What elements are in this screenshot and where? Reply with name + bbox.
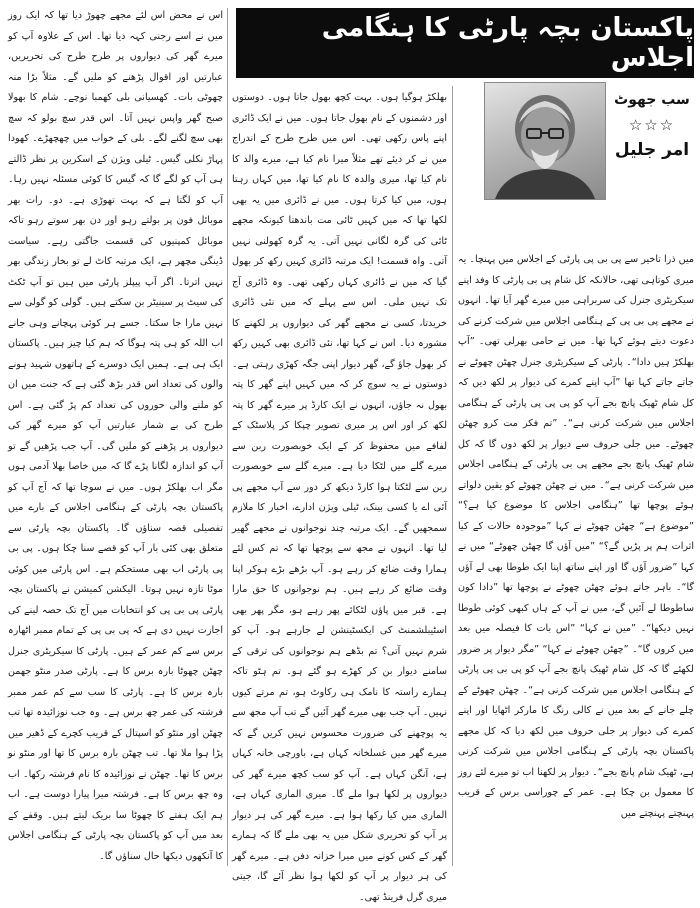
headline-text: پاکستان بچہ پارٹی کا ہنگامی اجلاس [321, 13, 694, 73]
column-name: سب جھوٹ [614, 92, 690, 108]
author-name: امر جلیل [614, 140, 690, 160]
byline [612, 92, 692, 160]
headline-banner [236, 8, 694, 78]
stars-decoration: ☆☆☆ [628, 116, 676, 134]
article-column-middle [232, 88, 447, 903]
article-column-right [458, 250, 694, 868]
article-column-left [8, 6, 223, 868]
article-paragraph: اس نے محض اس لئے مجھے چھوڑ دیا تھا کہ ایک روز میں نے اسے رجنی کہہ دیا تھا۔ اس کے علاوہ آپ کو میرے گھر کی دیواروں پر طرح طرح کی تحریریں، عبارتیں اور اقوال پڑھنے کو ملیں گے۔ مثلاً بڑا منہ چھوٹی بات۔ کھسیانی بلی کھمبا نوچے۔ شام کا بھولا صبح گھر واپس نہیں آتا۔ اس قدر سچ بولو کہ سچ بھی سچ لگنے لگے۔ بلی کے خواب میں چھچھڑے۔ کھودا پہاڑ نکلی گیس۔ ٹیلی ویژن کے اسکرین پر نظر ڈالتے ہی آپ کو لگے گا کہ گیس کا کوئی مسئلہ نہیں رہا۔ آپ کو لگتا ہے کہ بہت تھوڑی ہے۔ دو۔ رات بھر موبائل فون پر بولتے رہو اور دن بھر سوتے رہو تاکہ موبائل کمپنیوں کی قسمت جاگتی رہے۔ سیاست ڈینگی مچھر ہے، ایک مرتبہ کاٹ لے تو بخار زندگی بھر نہیں اترتا۔ اگر آپ پیپلز پارٹی میں ہیں تو آپ ٹکٹ کی سیٹ پر سینیٹر بن سکتے ہیں۔ گولی کو گولی سے نہیں مارا جا سکتا۔ جسے ہر کوئی پہچانے وہی جانے اب اللہ کو ہی پتہ ہوگا کہ ہم کیا چیز ہیں۔ پاکستان ایک ہی ہے۔ ہمیں ایک دوسرے کے ہاتھوں شہید ہونے والوں کی تعداد اس قدر بڑھ گئی ہے کہ جنت میں ان کو ملنے والی حوروں کی تعداد کم پڑ گئی ہے۔ اس طرح کی بے شمار عبارتیں آپ کو میرے گھر کی دیواروں پر پڑھنے کو ملیں گی۔ آپ جب پڑھیں گے تو آپ کو اندازہ لگانا پڑے گا کہ میں خاصا بھلا آدمی ہوں مگر اب بھلکڑ ہوں۔ میں نے سوچا تھا کہ آج آپ کو پاکستان بچہ پارٹی کے ہنگامی اجلاس کے بارے میں تفصیلی قصہ سناؤں گا۔ پاکستان بچہ پارٹی سے متعلق بھی کئی بار آپ کو قصے سنا چکا ہوں۔ پی بی پی پارٹی اب بھی مستحکم ہے۔ اس پارٹی میں کوئی موٹا تازہ نہیں ہوتا۔ الیکشن کمیشن نے پاکستان بچہ پارٹی پی بی پی کو انتخابات میں آج تک حصہ لینے کی اجازت نہیں دی ہے کہ پی بی پی کے تمام ممبر اٹھارہ برس سے کم عمر کے ہیں۔ پارٹی کا سیکریٹری جنرل چھٹن چھوٹا بارہ برس کا ہے۔ پارٹی صدر منٹو جھمن بارہ برس کا ہے۔ پارٹی کا سب سے کم عمر ممبر فرشتہ کی عمر چھ برس ہے۔ وہ جب نوزائیدہ تھا تب چھٹن اور منٹو کو اسپتال کے قریب کچرے کے ڈھیر میں پڑا ہوا ملا تھا۔ تب چھٹن بارہ برس کا تھا اور منٹو نو برس کا تھا۔ چھٹن نے نوزائیدہ کا نام فرشتہ رکھا۔ اب وہ چھ برس کا ہے۔ فرشتہ میرا پیارا دوست ہے۔ اب ہم ایک ہفتے کا چھوٹا سا بریک لیتے ہیں۔ وقفے کے بعد میں آپ کو پاکستان بچہ پارٹی کے ہنگامی اجلاس کا آنکھوں دیکھا حال سناؤں گا۔ [8, 10, 223, 862]
byline-box [458, 78, 694, 246]
column-divider [452, 86, 453, 866]
author-photo [484, 82, 606, 200]
article-paragraph: میں ذرا تاخیر سے پی بی پی پارٹی کے اجلاس میں پہنچا۔ یہ میری کوتاہی تھی، حالانکہ کل شام پی بی پارٹی کا وفد اپنے سیکریٹری جنرل کی سربراہی میں میرے گھر آیا تھا۔ انہوں نے مجھے پی بی پی کے ہنگامی اجلاس میں شرکت کرنے کی دعوت دیتے ہوئے کہا تھا۔ میں نے حامی بھرلی تھی۔ ”آپ بھلکڑ ہیں دادا“۔ پارٹی کے سیکریٹری جنرل چھٹن چھوٹے نے جاتے جاتے کہا تھا ”آپ اپنے کمرے کی دیوار پر لکھ دیں کہ کل شام ٹھیک پانچ بجے آپ کو پی پی پی پارٹی کے ہنگامی اجلاس میں شرکت کرنی ہے“۔ ”تم فکر مت کرو چھٹن چھوٹے۔ میں جلی حروف سے دیوار پر لکھ دوں گا کہ کل شام ٹھیک پانچ بجے مجھے پی بی پارٹی کے ہنگامی اجلاس میں شرکت کرنی ہے“۔ میں نے چھٹن چھوٹے کو یقین دلواتے ہوئے پوچھا تھا ”ہنگامی اجلاس کا موضوع کیا ہے؟“ ”موضوع ہے“ چھٹن چھوٹے نے کہا ”موجودہ حالات کے کیا اثرات ہم پر پڑیں گے؟“ ”میں آؤں گا چھٹن چھوٹے“ میں نے کہا ”ضرور آؤں گا اور اپنے ساتھ اپنا ایک طوطا بھی لے آؤں گا“۔ باہر جاتے ہوئے چھٹن چھوٹے نے پوچھا تھا ”دادا کون ساطوطا لے آئیں گے، میں نے آپ کے ہاں کبھی کوئی طوطا نہیں دیکھا“۔ ”میں نے کہا“ ”اس بات کا فیصلہ میں بعد میں کروں گا“۔ ”چھٹن چھوٹے نے کہا“ ”مگر دیوار پر ضرور لکھئے گا کہ کل شام ٹھیک پانچ بجے آپ کو پی بی پی پارٹی کے ہنگامی اجلاس میں شرکت کرنی ہے“۔ چھٹن چھوٹے کے چلے جانے کے بعد میں نے کالی رنگ کا مارکر اٹھایا اور اپنے کمرے کی دیوار پر جلی حروف میں لکھ دیا کہ کل مجھے پاکستان بچہ پارٹی کے ہنگامی اجلاس میں شرکت کرنی ہے، ٹھیک شام پانچ بجے“۔ دیوار پر لکھنا اب تو میرے لئے روز کا معمول بن چکا ہے۔ عمر کے چوراسی برس کے قریب پہنچتے پہنچتے میں [458, 254, 694, 819]
author-photo-icon [485, 83, 605, 199]
article-paragraph: بھلکڑ ہوگیا ہوں۔ بہت کچھ بھول جاتا ہوں۔ دوستوں اور دشمنوں کے نام بھول جاتا ہوں۔ میں نے ایک ڈائری اپنے پاس رکھی تھی۔ اس میں طرح طرح کے اندراج میں نے کر دیئے تھے مثلاً میرا نام کیا ہے، میرے والد کا نام کیا تھا، میری والدہ کا نام کیا تھا، میں کہاں رہتا ہوں، میں کیا کرتا ہوں۔ میں نے ڈائری میں یہ بھی لکھا تھا کہ میں کہیں ٹائی مت باندھتا کیونکہ مجھے ٹائی کی گرہ لگانی نہیں آتی۔ یہ گرہ کھولنی نہیں آتی۔ واہ قسمت! ایک مرتبہ ڈائری کہیں رکھ کر بھول گیا کہ میں نے ڈائری کہاں رکھی تھی۔ وہ ڈائری آج تک نہیں ملی۔ اس سے پہلے کہ میں نئی ڈائری خریدتا، کسی نے مجھے گھر کی دیواروں پر لکھنے کا مشورہ دیا۔ اس نے کہا تھا، نئی ڈائری بھی کہیں رکھ کر بھول جاؤ گے، گھر دیوار اپنی جگہ کھڑی رہتی ہے۔ دوستوں نے یہ سوچ کر کہ میں کہیں اپنے گھر کا پتہ بھول نہ جاؤں، انہوں نے ایک کارڈ پر میرے گھر کا پتہ لکھ کر اور اس پر میری تصویر چپکا کر پلاسٹک کے لفافے میں محفوظ کر کے ایک خوبصورت ربن سے میرے گلے میں لٹکا دیا ہے۔ میرے گلے سے خوبصورت ربن سے لٹکتا ہوا کارڈ دیکھ کر دور سے آپ مجھے پی آئی اے یا کسی بینک، ٹیلی ویژن ادارے، اخبار کا ملازم سمجھیں گے۔ ایک مرتبہ چند نوجوانوں نے مجھے گھیر لیا تھا۔ انہوں نے مجھ سے پوچھا تھا کہ تم کس لئے ہمارا وقت ضائع کر رہے ہو۔ آپ بڑھے بڑے ہوکر اپنا وقت ضائع کر رہے ہیں۔ ہم نوجوانوں کا حق مارا ہے۔ قبر میں پاؤں لٹکائے پھر رہے ہو، مگر پھر بھی اسٹیبلشمنٹ کی ایکسٹینشن لے جارہے ہو۔ آپ کو شرم نہیں آتی؟ تم بڈھے ہم نوجوانوں کی ترقی کے سامنے دیوار بن کر کھڑے ہو گئے ہو۔ تم ہٹو تاکہ ہمارے راستہ کا نامک ہی رکاوٹ ہو، تم مرتے کیوں نہیں۔ آپ جب بھی میرے گھر آئیں گے تب آپ مجھ سے یہ پوچھنے کی ضرورت محسوس نہیں کریں گے کہ میرے گھر میں غسلخانہ کہاں ہے، باورچی خانہ کہاں ہے، آنگن کہاں ہے۔ آپ کو سب کچھ میرے گھر کی دیواروں پر لکھا ہوا ملے گا۔ میری الماری کہاں ہے، الماری میں کیا رکھا ہوا ہے۔ میرے گھر کی ہر دیوار پر آپ کو تحریری شکل میں یہ بھی ملے گا کہ ہمارے گھر کے کس کونے میں میرا خزانہ دفن ہے۔ میرے گھر کی ہر دیوار پر آپ کو لکھا ہوا نظر آئے گا، جیتی میری گرل فرینڈ تھی۔ [232, 92, 447, 903]
column-divider [227, 8, 228, 866]
